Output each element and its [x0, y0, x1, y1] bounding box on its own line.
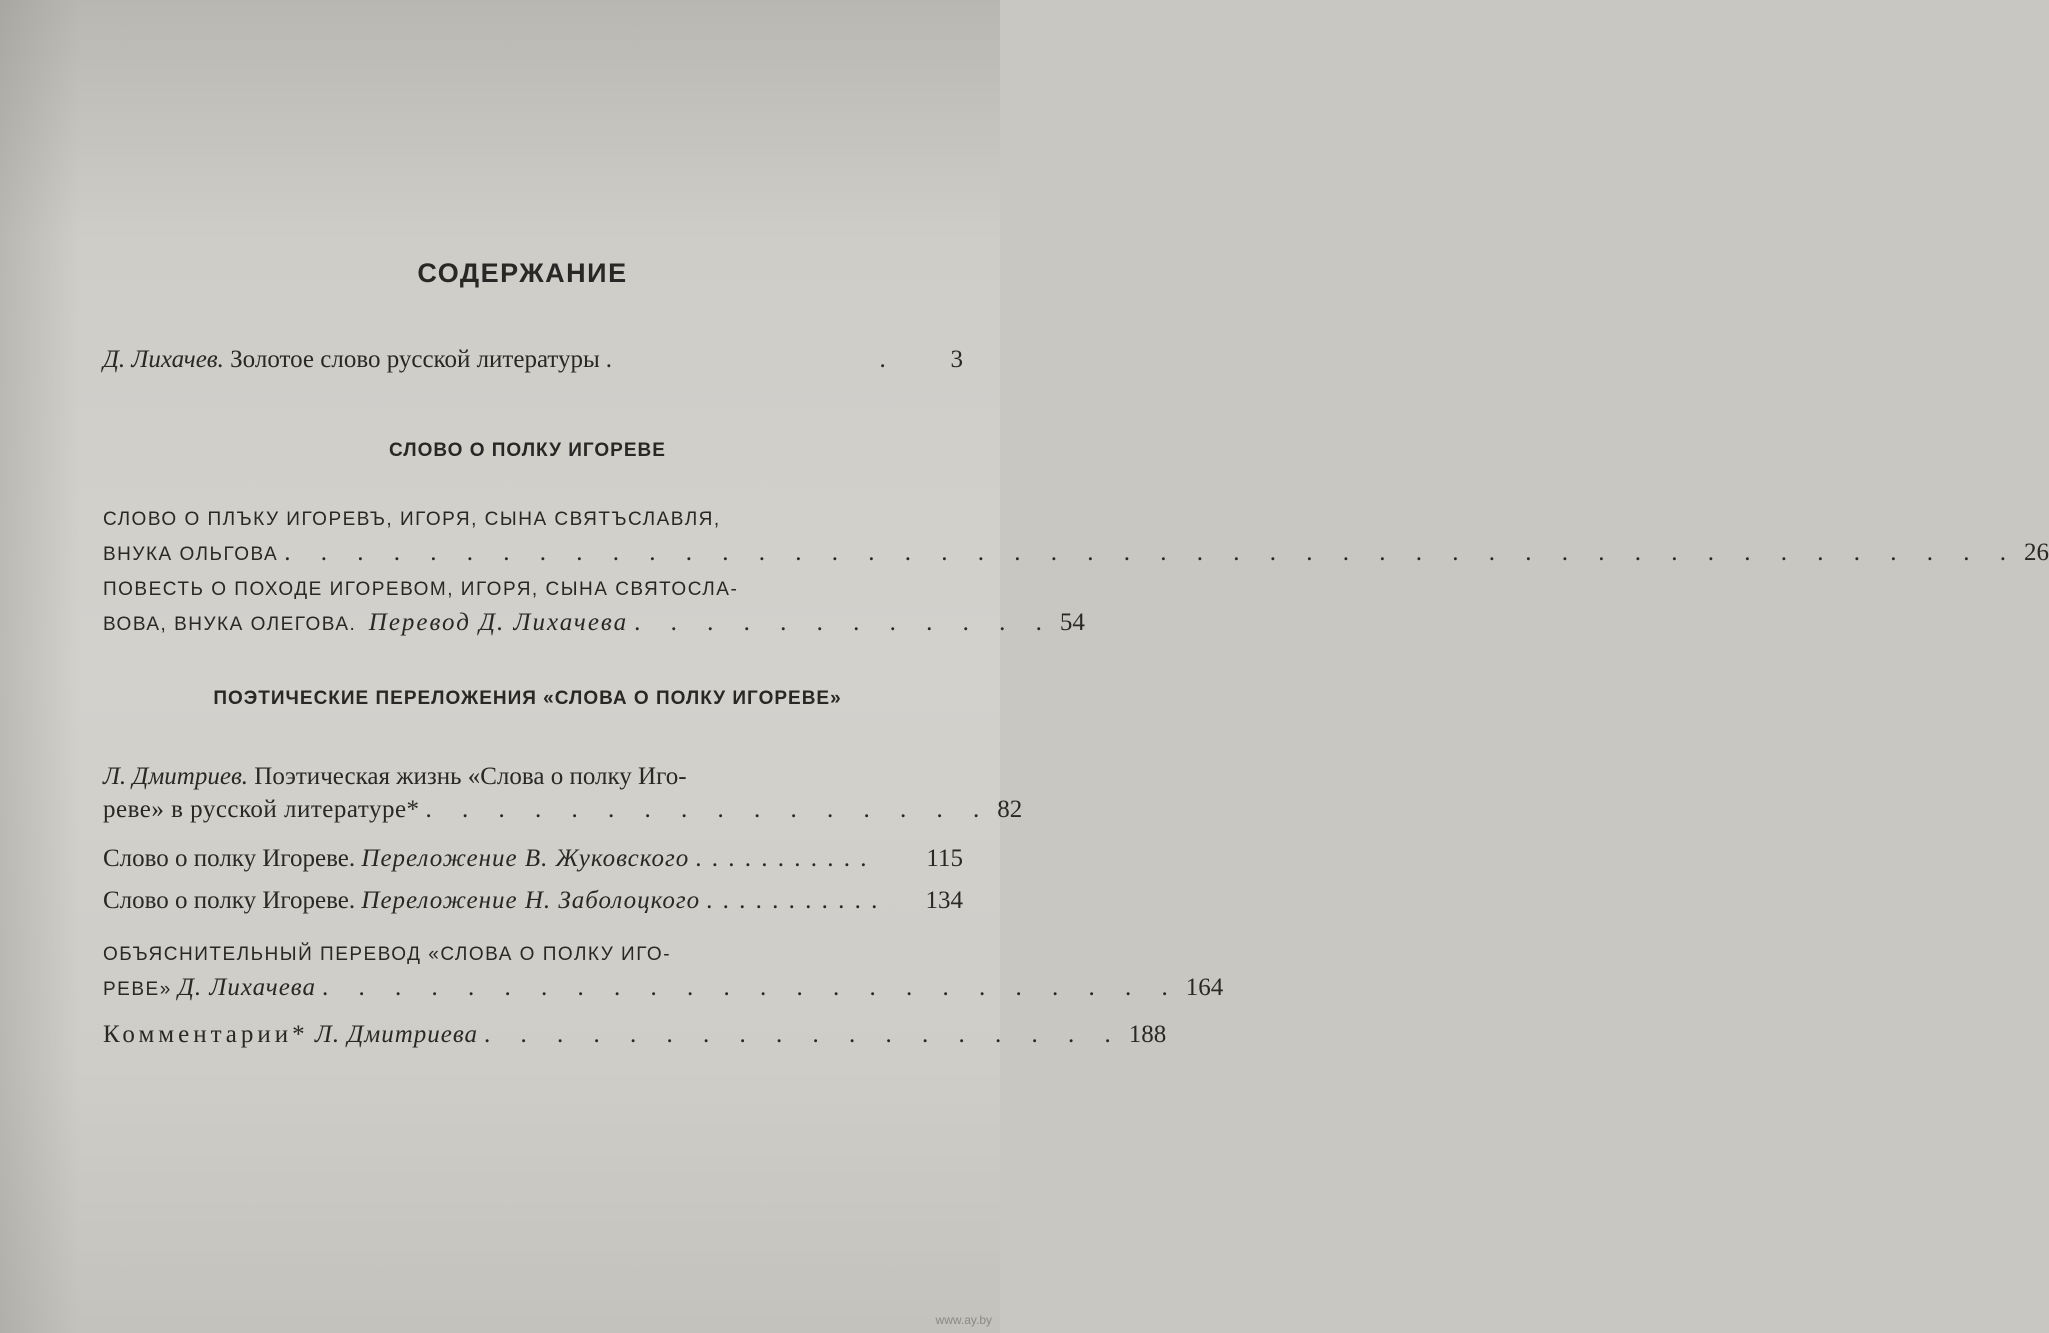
- entry-title: Слово о полку Игореве.: [103, 845, 356, 872]
- entry-page-number: 54: [1059, 609, 1085, 636]
- entry-title-line1: ОБЪЯСНИТЕЛЬНЫЙ ПЕРЕВОД «СЛОВА О ПОЛКУ ИГО-: [103, 944, 672, 965]
- entry-page-number: 3: [950, 346, 963, 373]
- entry-page-number: 164: [1185, 974, 1224, 1001]
- toc-entry-original-text[interactable]: [103, 503, 2049, 571]
- entry-author: Д. Лихачев.: [103, 346, 224, 373]
- toc-entry-explanatory-translation[interactable]: [103, 938, 1224, 1006]
- entry-author: Л. Дмитриев.: [103, 763, 249, 790]
- entry-page-number: 188: [1128, 1021, 1167, 1048]
- entry-title-line2: РЕВЕ»: [103, 979, 172, 1000]
- entry-translator: Перевод Д. Лихачева: [368, 609, 629, 636]
- entry-translator: Л. Дмитриева: [314, 1021, 479, 1048]
- section-heading-slovo: СЛОВО О ПОЛКУ ИГОРЕВЕ: [389, 440, 666, 461]
- entry-title: Золотое слово русской литературы: [230, 346, 600, 373]
- page-title: СОДЕРЖАНИЕ: [417, 258, 628, 288]
- entry-page-number: 82: [997, 796, 1023, 823]
- entry-page-number: 134: [925, 887, 963, 914]
- entry-translator: Переложение В. Жуковского: [361, 845, 690, 872]
- toc-entry-zhukovsky[interactable]: [103, 842, 963, 875]
- entry-title: Слово о полку Игореве.: [103, 887, 356, 914]
- entry-title-line1: СЛОВО О ПЛЪКУ ИГОРЕВЪ, ИГОРЯ, СЫНА СВЯТЪСЛАВЛЯ,: [103, 509, 721, 530]
- entry-title-line1: Поэтическая жизнь «Слова о полку Иго-: [254, 763, 687, 790]
- leader-dots: . . . . . . . . . . .: [695, 845, 869, 872]
- leader-dots: . . . . . . . . . . . . . . . . . . . . . . . . . . . . . . . . . . . . . . . . . . . . . . . .: [284, 539, 2018, 566]
- leader-dots: . . . . . . . . . . . . . . . . . . . . . . . .: [322, 974, 1180, 1001]
- leader-dots: . . . . . . . . . . .: [706, 887, 880, 914]
- entry-translator: Д. Лихачева: [178, 974, 316, 1001]
- leader-dots: . . . . . . . . . . . . . . . .: [425, 796, 992, 823]
- entry-title-line2: реве» в русской литературе*: [103, 796, 420, 823]
- entry-title: Комментарии*: [103, 1021, 309, 1048]
- leader-dots: . . . . . . . . . . . . . . . . . .: [484, 1021, 1123, 1048]
- leader-dots: . . . . . . . . . . . .: [634, 609, 1054, 636]
- entry-page-number: 115: [926, 845, 963, 872]
- toc-entry-povest[interactable]: [103, 573, 1085, 641]
- entry-page-number: 26: [2023, 539, 2049, 566]
- entry-title-line2: ВНУКА ОЛЬГОВА: [103, 544, 279, 565]
- toc-entry-dmitriev[interactable]: [103, 760, 1023, 826]
- watermark: www.ay.by: [935, 1313, 992, 1327]
- section-heading-poetic: ПОЭТИЧЕСКИЕ ПЕРЕЛОЖЕНИЯ «СЛОВА О ПОЛКУ ИГОРЕВЕ»: [213, 688, 842, 709]
- toc-entry-intro[interactable]: [103, 343, 963, 376]
- toc-entry-commentary[interactable]: [103, 1018, 1167, 1051]
- entry-title-line2: ВОВА, ВНУКА ОЛЕГОВА.: [103, 614, 357, 635]
- toc-entry-zabolotsky[interactable]: [103, 884, 963, 917]
- entry-translator: Переложение Н. Заболоцкого: [361, 887, 701, 914]
- entry-title-line1: ПОВЕСТЬ О ПОХОДЕ ИГОРЕВОМ, ИГОРЯ, СЫНА СВЯТОСЛА-: [103, 579, 739, 600]
- leader-dots: . .: [605, 346, 898, 373]
